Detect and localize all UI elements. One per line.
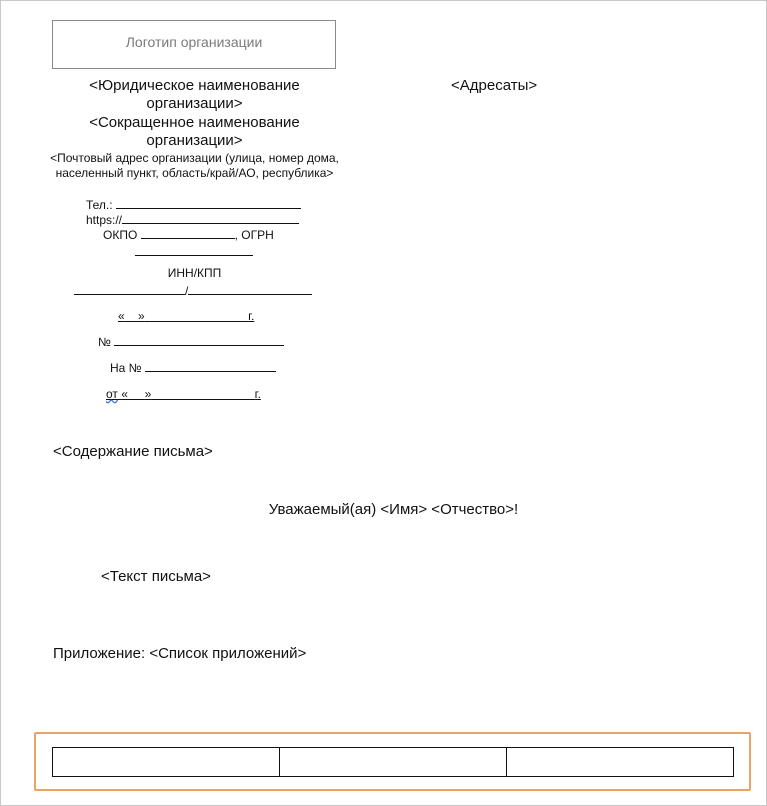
short-name: <Сокращенное наименование организации>: [89, 114, 300, 149]
web-line: [86, 212, 316, 228]
inn-kpp-label: ИНН/КПП: [167, 266, 222, 280]
letter-text-placeholder: <Текст письма>: [101, 568, 211, 585]
okpo-label: ОКПО: [103, 228, 138, 242]
number-blank: [114, 334, 284, 346]
date-year-suffix: г.: [248, 309, 255, 323]
footer-table: [52, 747, 734, 777]
footer-cell-right[interactable]: [507, 748, 734, 777]
reply-to-blank: [145, 360, 276, 372]
reply-date-close-quote: »: [144, 387, 152, 401]
phone-label: Тел.:: [86, 198, 113, 212]
kpp-blank: [188, 283, 312, 295]
letter-content-placeholder: <Содержание письма>: [53, 443, 213, 460]
from-label: от: [106, 387, 118, 401]
date-close-quote: »: [138, 309, 145, 323]
recipients-placeholder: <Адресаты>: [451, 77, 538, 94]
reply-date-open-quote: «: [121, 387, 128, 401]
legal-name: <Юридическое наименование организации>: [89, 77, 300, 112]
footer-cell-center[interactable]: [280, 748, 507, 777]
ogrn-blank: [135, 243, 253, 256]
web-blank: [122, 212, 299, 224]
web-label: https://: [86, 213, 123, 227]
reply-date-line: [106, 387, 286, 402]
logo-placeholder-label: Логотип организации: [125, 33, 263, 50]
ogrn-label: , ОГРН: [234, 228, 274, 242]
date-open-quote: «: [118, 309, 125, 323]
attachments-line: Приложение: <Список приложений>: [53, 645, 307, 662]
number-label: №: [98, 335, 111, 349]
outgoing-number-line: [98, 334, 298, 350]
footer-cell-left[interactable]: [53, 748, 280, 777]
inn-kpp-separator: /: [185, 284, 189, 298]
logo-placeholder: [52, 20, 336, 69]
reply-to-label: На №: [110, 361, 142, 375]
okpo-blank: [141, 227, 235, 239]
phone-line: [86, 197, 316, 213]
reply-date-year-suffix: г.: [254, 387, 261, 401]
phone-blank: [116, 197, 301, 209]
okpo-ogrn-line: [103, 227, 303, 243]
reply-to-line: [110, 360, 290, 376]
footer-table-row: [53, 748, 734, 777]
postal-address: <Почтовый адрес организации (улица, номер дома, населенный пункт, область/край/АО, республика>: [50, 151, 339, 180]
inn-kpp-line: [74, 283, 324, 299]
inn-blank: [74, 283, 185, 295]
salutation: Уважаемый(ая) <Имя> <Отчество>!: [268, 501, 519, 518]
outgoing-date-line: [118, 309, 278, 324]
